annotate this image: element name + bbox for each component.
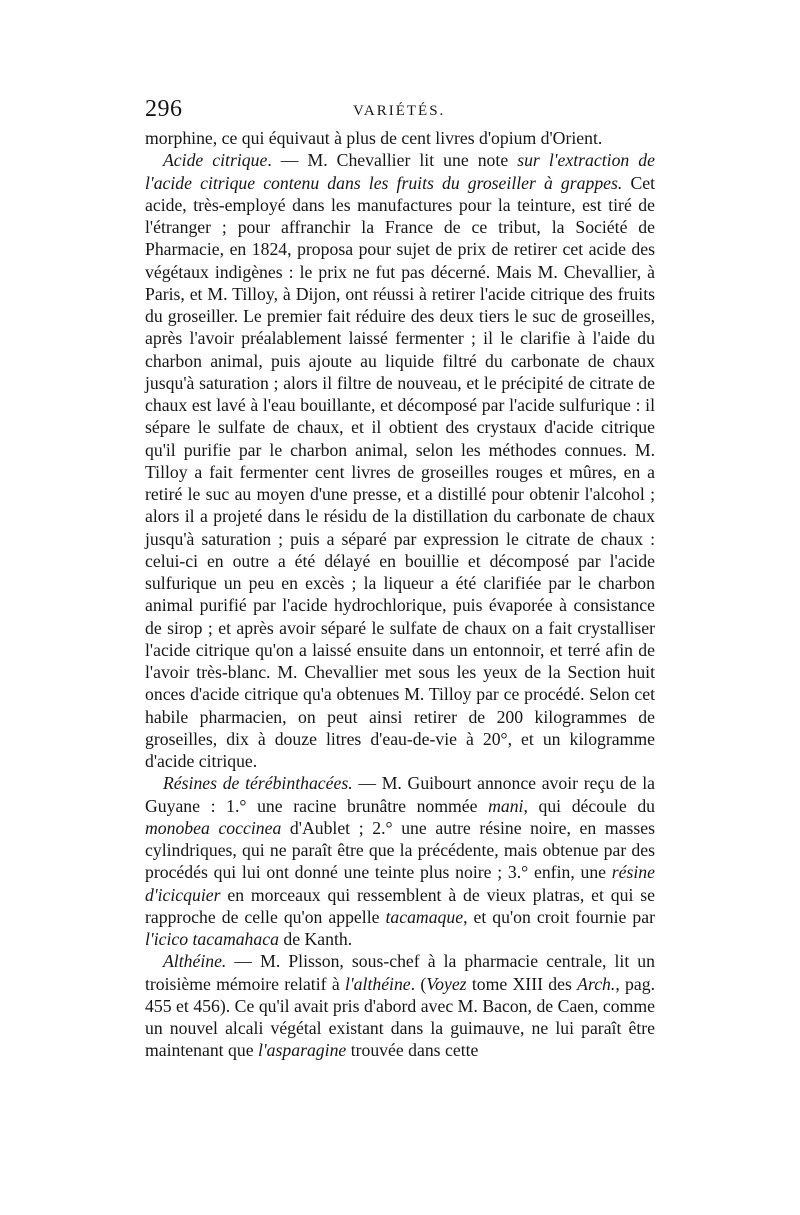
note-title: sur l'extraction de l'acide citrique contenu dans les fruits du groseiller à grappes.: [145, 150, 655, 193]
section-heading-acide-citrique: Acide citrique: [163, 150, 268, 171]
term-mani: mani: [488, 795, 524, 816]
term-tacamaque: tacamaque: [385, 906, 464, 927]
section-heading-altheine: Althéine.: [163, 951, 227, 972]
text-segment: . (: [410, 973, 427, 994]
text-segment: , et qu'on croit fournie par: [463, 906, 655, 927]
paragraph-acide-citrique: [145, 149, 655, 772]
term-voyez: Voyez: [426, 973, 467, 994]
text-segment: d'Aublet ; 2.° une autre résine noire, en masses cylindriques, qui ne paraît être que la précédente, mais obtenue par des procédés qui lui ont donné une teinte plus noire ; 3.° enfin, une: [145, 817, 655, 883]
running-head: VARIÉTÉS.: [353, 103, 446, 119]
section-heading-resines: Résines de térébinthacées.: [163, 773, 353, 794]
term-altheine: l'althéine: [344, 973, 411, 994]
text-segment: . — M. Chevallier lit une note: [267, 150, 518, 171]
text-segment: , qui découle du: [523, 795, 656, 816]
term-monobea: monobea coccinea: [145, 817, 282, 838]
page-header: [145, 96, 655, 126]
text-segment: en morceaux qui ressemblent à de vieux platras, et qui se rapproche de celle qu'on appelle: [145, 884, 655, 927]
text-segment: Cet acide, très-employé dans les manufactures pour la teinture, est tiré de l'étranger ; pour affranchir la France de ce tribut, la Société de Pharmacie, en 1824, proposa pour sujet de prix de retirer cet acide des végétaux indigènes : le prix ne fut pas décerné. Mais M. Chevallier, à Paris, et M. Tilloy, à Dijon, ont réussi à retirer l'acide citrique des fruits du groseiller. Le premier fait réduire des deux tiers le suc de groseilles, après l'avoir préalablement laissé fermenter ; il le clarifie à l'aide du charbon animal, puis ajoute au liquide filtré du carbonate de chaux jusqu'à saturation ; alors il filtre de nouveau, et le précipité de citrate de chaux est lavé à l'eau bouillante, et décomposé par l'acide sulfurique : il sépare le sulfate de chaux, et il obtient des crystaux d'acide citrique qu'il purifie par le charbon animal, selon les méthodes connues. M. Tilloy a fait fermenter cent livres de groseilles rouges et mûres, en a retiré le suc au moyen d'une presse, et a distillé pour obtenir l'alcohol ; alors il a projeté dans le résidu de la distillation du carbonate de chaux jusqu'à saturation ; puis a séparé par expression le citrate de chaux : celui-ci en outre a été délayé en bouillie et décomposé par l'acide sulfurique un peu en excès ; la liqueur a été clarifiée par le charbon animal purifié par l'acide hydrochlorique, puis évaporée à consistance de sirop ; et après avoir séparé le sulfate de chaux on a fait crystalliser l'acide citrique qu'on a laissé ensuite dans un entonnoir, et terré afin de l'avoir très-blanc. M. Chevallier met sous les yeux de la Section huit onces d'acide citrique qu'a obtenues M. Tilloy par ce procédé. Selon cet habile pharmacien, on peut ainsi retirer de 200 kilogrammes de groseilles, dix à douze litres d'eau-de-vie à 20°, et un kilogramme d'acide citrique.: [145, 172, 655, 771]
text-segment: — M. Plisson, sous-chef à la pharmacie centrale, lit un troisième mémoire relatif à: [145, 951, 655, 994]
page-number: 296: [145, 96, 183, 122]
text-segment: morphine, ce qui équivaut à plus de cent livres d'opium d'Orient.: [145, 128, 603, 148]
text-segment: trouvée dans cette: [346, 1040, 479, 1061]
term-asparagine: l'asparagine: [257, 1040, 347, 1061]
term-arch: Arch.: [577, 973, 616, 994]
text-segment: , pag. 455 et 456). Ce qu'il avait pris d'abord avec M. Bacon, de Caen, comme un nouvel alcali végétal existant dans la guimauve, ne lui paraît être maintenant que: [145, 973, 656, 1061]
paragraph-altheine: [145, 950, 655, 1061]
term-icico: l'icico tacamahaca: [145, 929, 279, 949]
body-text: [145, 127, 655, 1062]
term-resine-icicquier: résine d'icicquier: [145, 862, 655, 905]
text-segment: de Kanth.: [278, 929, 353, 949]
text-segment: — M. Guibourt annonce avoir reçu de la Guyane : 1.° une racine brunâtre nommée: [145, 773, 655, 816]
paragraph-resines: [145, 772, 655, 950]
text-segment: tome XIII des: [466, 973, 578, 994]
paragraph-intro: [145, 127, 655, 149]
